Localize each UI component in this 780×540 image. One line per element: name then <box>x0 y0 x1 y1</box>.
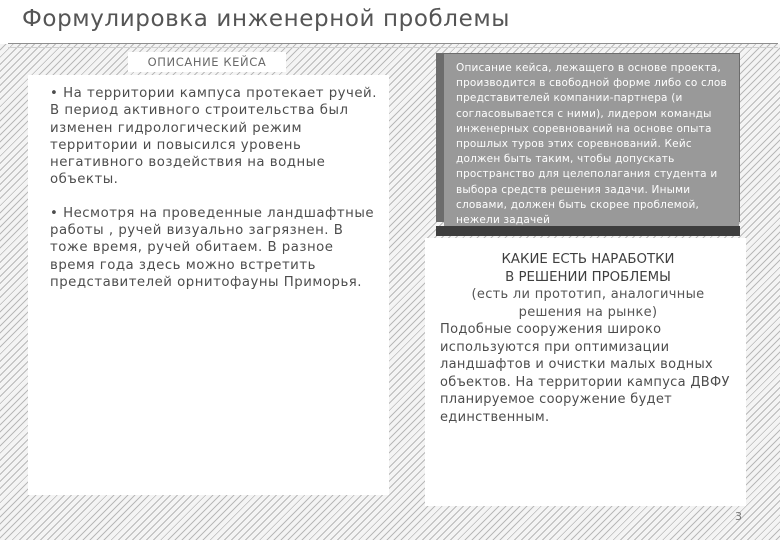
case-section-heading: ОПИСАНИЕ КЕЙСА <box>128 52 286 72</box>
callout-text: Описание кейса, лежащего в основе проекта, производится в свободной форме либо со слов представителей компании-партнера (и согласовывается с ними), лидером команды инженерных соревнований на основе опыта прошлых туров этих соревнований. Кейс должен быть таким, чтобы допускать пространство для целеполагания студента и выбора средств решения задачи. Иными словами, должен быть скорее проблемой, нежели задачей <box>456 62 727 227</box>
case-bullet-1: • На территории кампуса протекает ручей. В период активного строительства был изменен гидрологический режим территории и повысился уровень негативного воздействия на водные объекты. <box>50 86 377 188</box>
case-bullet-2: • Несмотря на проведенные ландшафтные работы , ручей визуально загрязнен. В тоже время, ручей обитаем. В разное время года здесь можно встретить представителей орнитофауны Приморья. <box>50 205 374 290</box>
page-number: 3 <box>735 510 742 523</box>
solutions-body: Подобные сооружения широко используются при оптимизации ландшафтов и очистки малых водных объектов. На территории кампуса ДВФУ планируемое сооружение будет единственным. <box>440 322 730 425</box>
callout-bottom-edge <box>436 226 740 236</box>
case-guidance-callout <box>444 54 739 229</box>
solutions-heading-line-2: В РЕШЕНИИ ПРОБЛЕМЫ <box>505 269 671 285</box>
existing-solutions-panel <box>425 238 746 506</box>
title-divider <box>8 43 778 44</box>
title-divider-secondary <box>8 47 778 48</box>
case-description-panel <box>28 75 389 495</box>
solutions-subheading: (есть ли прототип, аналогичные решения на рынке) <box>471 287 705 320</box>
title-bar <box>0 0 780 44</box>
solutions-heading-line-1: КАКИЕ ЕСТЬ НАРАБОТКИ <box>501 252 675 267</box>
page-title: Формулировка инженерной проблемы <box>22 6 511 32</box>
